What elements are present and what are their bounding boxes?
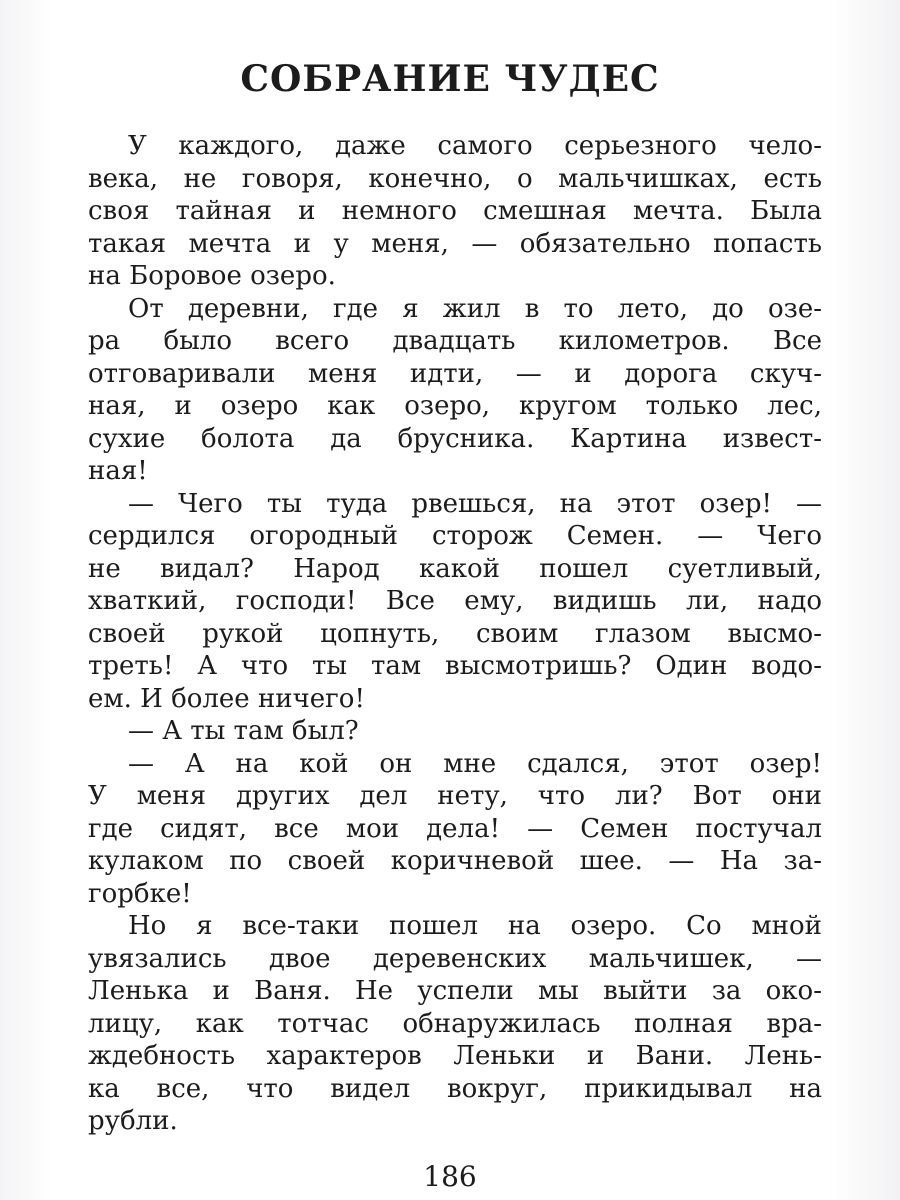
text-line-28: лицу, как тотчас обнаружилась полная вра- [88,1008,822,1039]
text-line-2: века, не говоря, конечно, о мальчишках, есть [88,163,822,194]
text-line-26: увязались двое деревенских мальчишек, — [88,943,822,974]
text-line-31: рубли. [88,1106,178,1136]
text-line-12: — Чего ты туда рвешься, на этот озер! — [128,488,822,519]
text-line-25: Но я все-таки пошел на озеро. Со мной [128,911,822,941]
text-line-4: такая мечта и у меня, — обязательно попасть [88,228,822,259]
text-line-18: ем. И более ничего! [88,683,365,714]
text-line-21: У меня других дел нету, что ли? Вот они [88,781,822,811]
text-line-17: треть! А что ты там высмотришь? Один водо- [88,651,822,681]
text-line-14: не видал? Народ какой пошел суетливый, [88,553,822,584]
text-line-15: хваткий, господи! Все ему, видишь ли, надо [88,586,822,616]
text-line-8: отговаривали меня идти, — и дорога скуч- [88,358,822,389]
text-line-7: ра было всего двадцать километров. Все [88,326,822,356]
text-line-22: где сидят, все мои дела! — Семен постучал [88,813,822,844]
text-line-20: — А на кой он мне сдался, этот озер! [128,748,822,779]
text-line-29: ждебность характеров Леньки и Вани. Лень- [88,1041,822,1071]
chapter-title: СОБРАНИЕ ЧУДЕС [240,58,660,100]
text-line-1: У каждого, даже самого серьезного чело- [128,131,822,161]
text-line-27: Ленька и Ваня. Не успели мы выйти за око- [88,976,822,1006]
text-line-6: От деревни, где я жил в то лето, до озе- [128,293,822,324]
text-line-13: сердился огородный сторож Семен. — Чего [88,521,822,551]
text-line-30: ка все, что видел вокруг, прикидывал на [88,1073,822,1104]
text-line-23: кулаком по своей коричневой шее. — На за- [88,846,822,876]
text-line-9: ная, и озеро как озеро, кругом только лес, [88,391,822,421]
text-line-11: ная! [88,456,148,486]
page-number: 186 [423,1159,477,1193]
text-line-16: своей рукой цопнуть, своим глазом высмо- [88,618,822,649]
text-line-5: на Боровое озеро. [88,261,336,291]
text-line-10: сухие болота да брусника. Картина извест- [88,423,822,454]
text-line-24: горбке! [88,878,192,909]
text-line-19: — А ты там был? [128,716,359,746]
text-line-3: своя тайная и немного смешная мечта. Была [88,196,822,226]
